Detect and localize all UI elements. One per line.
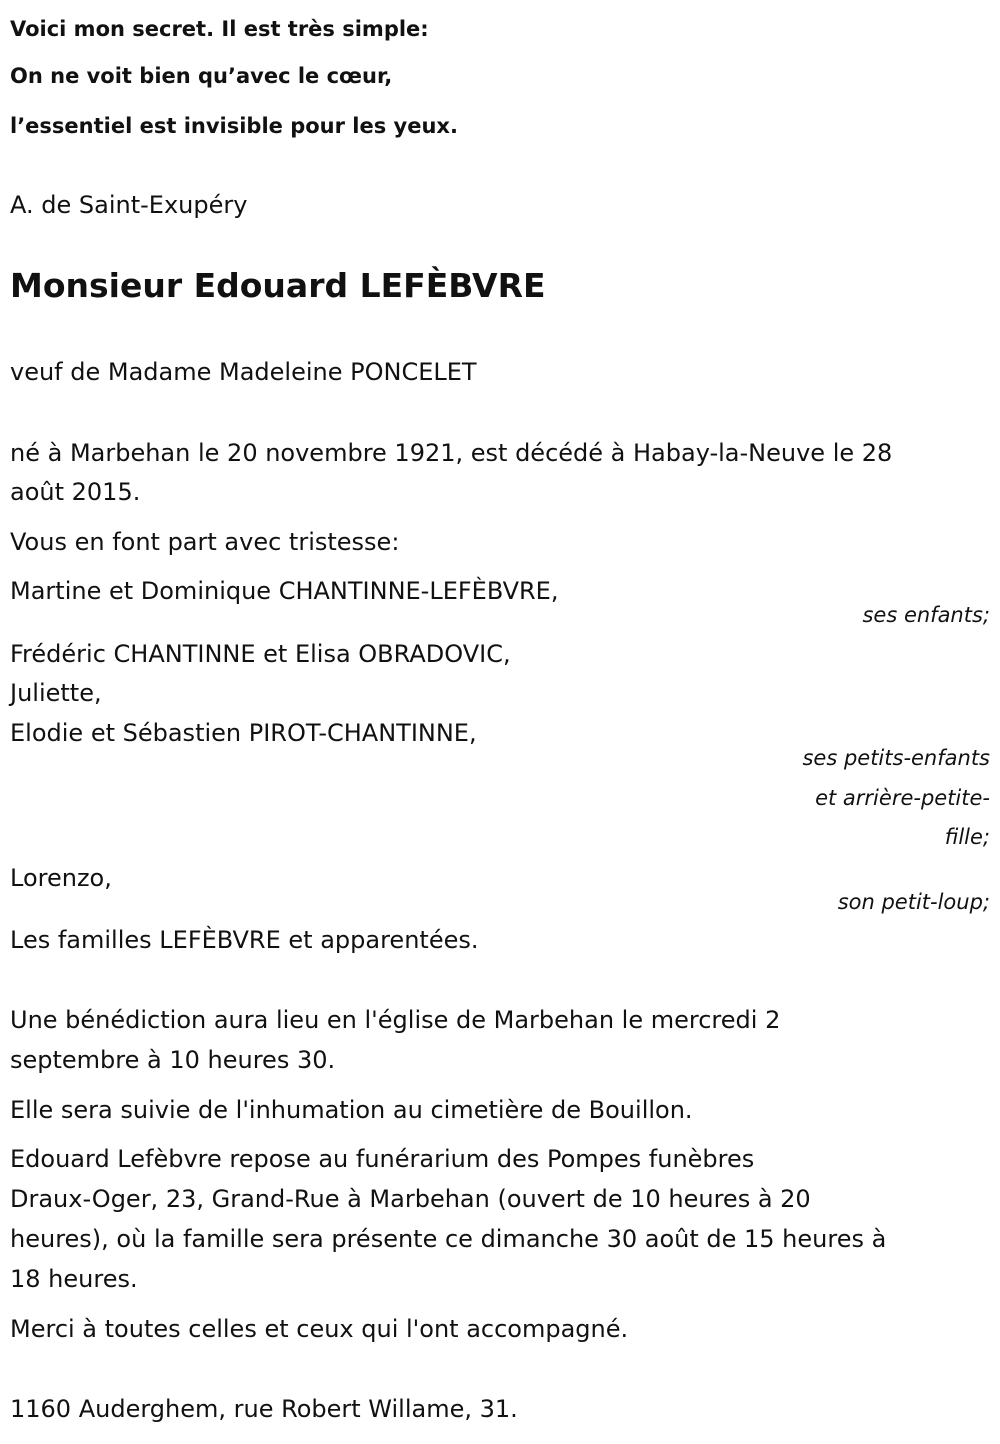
funerarium-line: Draux-Oger, 23, Grand-Rue à Marbehan (ouvert de 10 heures à 20 — [10, 1185, 811, 1213]
family-children: Martine et Dominique CHANTINNE-LEFÈBVRE, — [10, 577, 559, 605]
announce-text: Vous en font part avec tristesse: — [10, 528, 400, 556]
family-others: Les familles LEFÈBVRE et apparentées. — [10, 926, 479, 954]
quote-line: Voici mon secret. Il est très simple: — [10, 17, 429, 41]
quote-line: l’essentiel est invisible pour les yeux. — [10, 114, 458, 138]
funerarium-line: Edouard Lefèbvre repose au funérarium des Pompes funèbres — [10, 1145, 755, 1173]
family-grandchild: Juliette, — [10, 679, 102, 707]
thanks-text: Merci à toutes celles et ceux qui l'ont accompagné. — [10, 1315, 629, 1343]
widower-text: veuf de Madame Madeleine PONCELET — [10, 358, 477, 386]
funerarium-line: heures), où la famille sera présente ce dimanche 30 août de 15 heures à — [10, 1225, 887, 1253]
blessing-line: septembre à 10 heures 30. — [10, 1046, 336, 1074]
family-grandchild: Frédéric CHANTINNE et Elisa OBRADOVIC, — [10, 640, 511, 668]
role-children: ses enfants; — [862, 603, 990, 627]
address-text: 1160 Auderghem, rue Robert Willame, 31. — [10, 1395, 518, 1423]
role-grandchildren: et arrière-petite- — [815, 786, 990, 810]
family-grandchild: Elodie et Sébastien PIROT-CHANTINNE, — [10, 719, 477, 747]
quote-author: A. de Saint-Exupéry — [10, 191, 248, 219]
role-grandchildren: ses petits-enfants — [802, 746, 990, 770]
birth-death-line: né à Marbehan le 20 novembre 1921, est décédé à Habay-la-Neuve le 28 — [10, 439, 893, 467]
burial-text: Elle sera suivie de l'inhumation au cimetière de Bouillon. — [10, 1096, 693, 1124]
birth-death-line: août 2015. — [10, 478, 141, 506]
funerarium-line: 18 heures. — [10, 1265, 138, 1293]
quote-line: On ne voit bien qu’avec le cœur, — [10, 64, 393, 88]
role-grandchildren: fille; — [944, 825, 990, 849]
role-petit-loup: son petit-loup; — [837, 890, 990, 914]
blessing-line: Une bénédiction aura lieu en l'église de Marbehan le mercredi 2 — [10, 1006, 781, 1034]
family-petit-loup: Lorenzo, — [10, 864, 112, 892]
page-title: Monsieur Edouard LEFÈBVRE — [10, 266, 546, 305]
